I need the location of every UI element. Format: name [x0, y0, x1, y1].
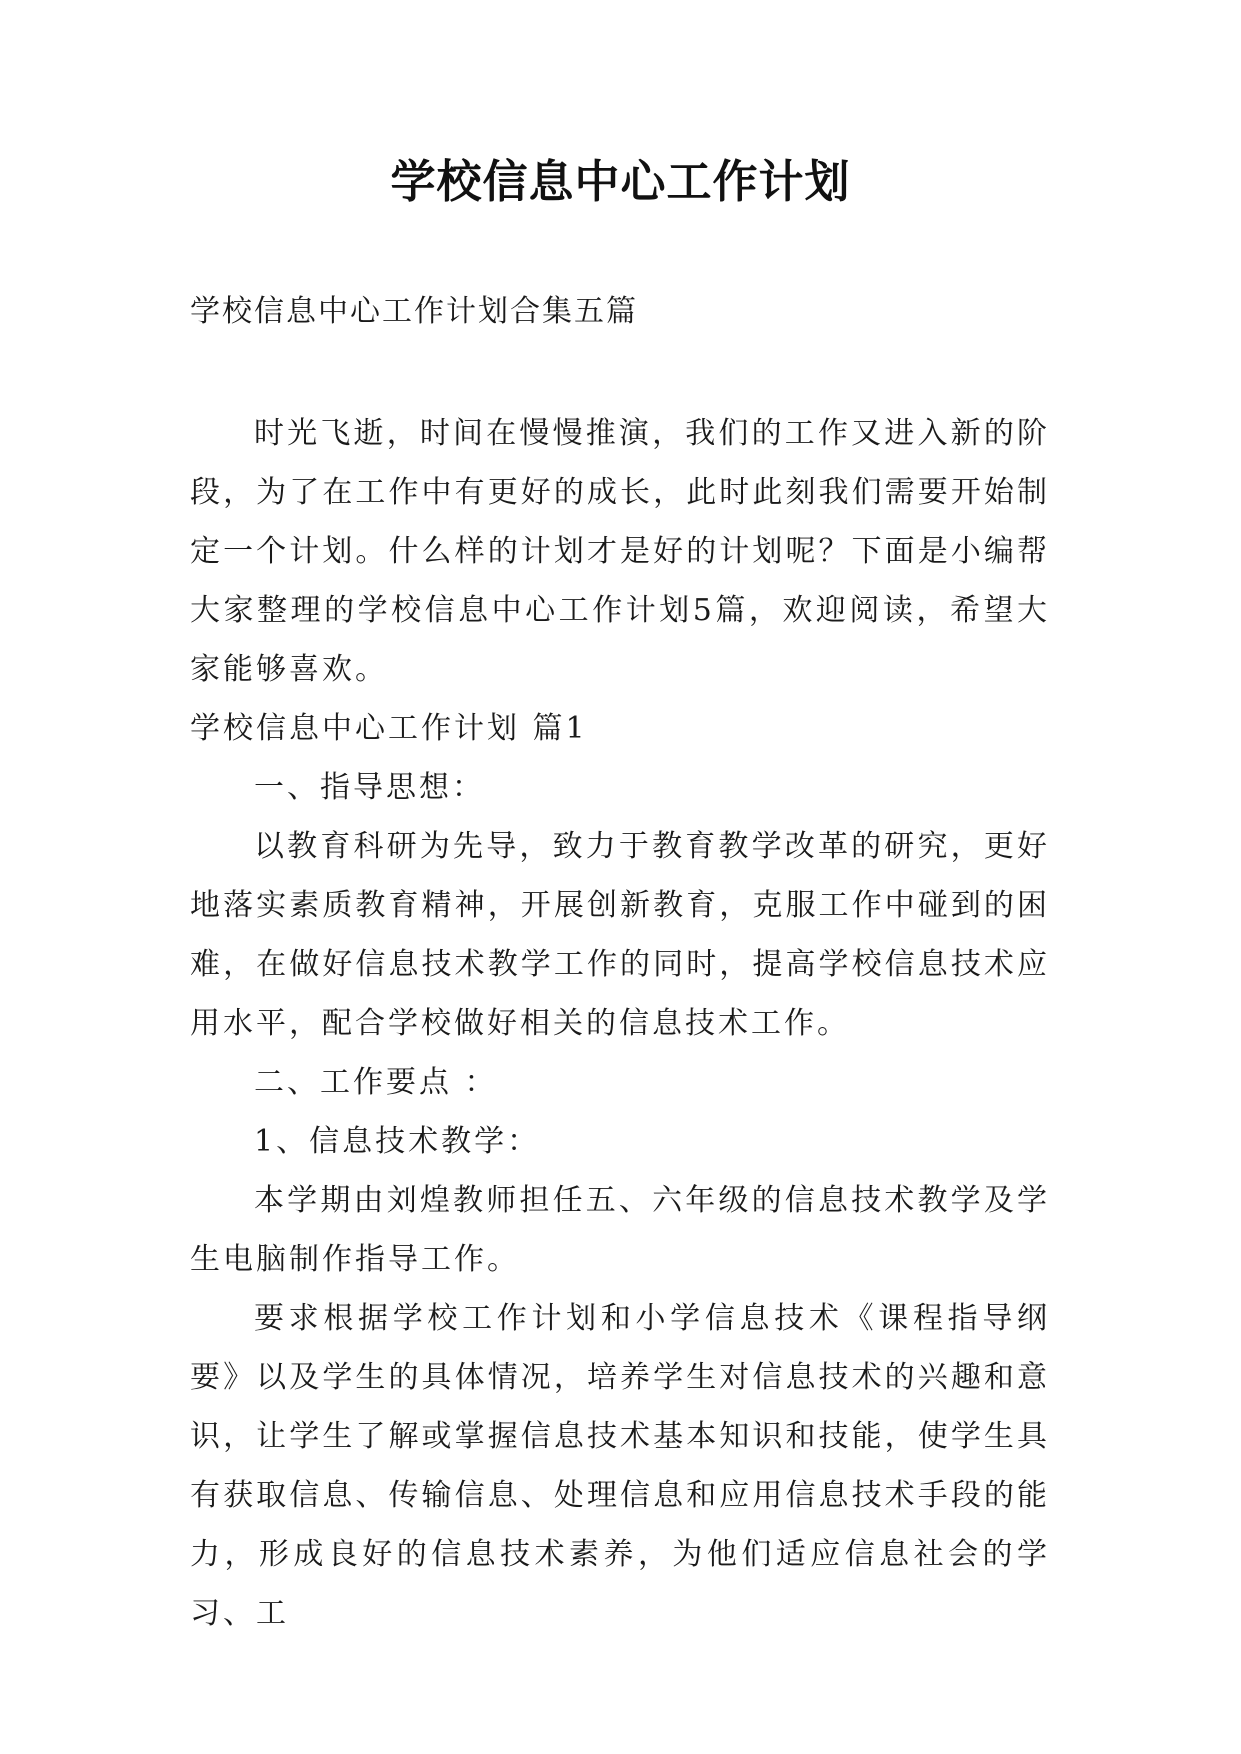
intro-paragraph: 时光飞逝，时间在慢慢推演，我们的工作又进入新的阶段，为了在工作中有更好的成长，此时此刻我们需要开始制定一个计划。什么样的计划才是好的计划呢？下面是小编帮大家整理的学校信息中心工作计划5篇，欢迎阅读，希望大家能够喜欢。: [190, 416, 1050, 687]
guiding-ideology-heading: 一、指导思想：: [254, 770, 485, 805]
requirements-paragraph: 要求根据学校工作计划和小学信息技术《课程指导纲要》以及学生的具体情况，培养学生对信息技术的兴趣和意识，让学生了解或掌握信息技术基本知识和技能，使学生具有获取信息、传输信息、处理信息和应用信息技术手段的能力，形成良好的信息技术素养，为他们适应信息社会的学习、工: [190, 1301, 1050, 1631]
document-body: [190, 404, 1050, 1643]
section-heading: 学校信息中心工作计划 篇1: [190, 711, 588, 746]
guiding-ideology-paragraph: 以教育科研为先导，致力于教育教学改革的研究，更好地落实素质教育精神，开展创新教育，克服工作中碰到的困难，在做好信息技术教学工作的同时，提高学校信息技术应用水平，配合学校做好相关的信息技术工作。: [190, 829, 1050, 1041]
it-teaching-heading: 1、信息技术教学：: [254, 1124, 541, 1159]
document-title: 学校信息中心工作计划: [390, 155, 851, 208]
teacher-assignment-paragraph: 本学期由刘煌教师担任五、六年级的信息技术教学及学生电脑制作指导工作。: [190, 1183, 1050, 1277]
document-subtitle: 学校信息中心工作计划合集五篇: [190, 294, 638, 329]
work-points-heading: 二、工作要点 ：: [254, 1065, 498, 1100]
